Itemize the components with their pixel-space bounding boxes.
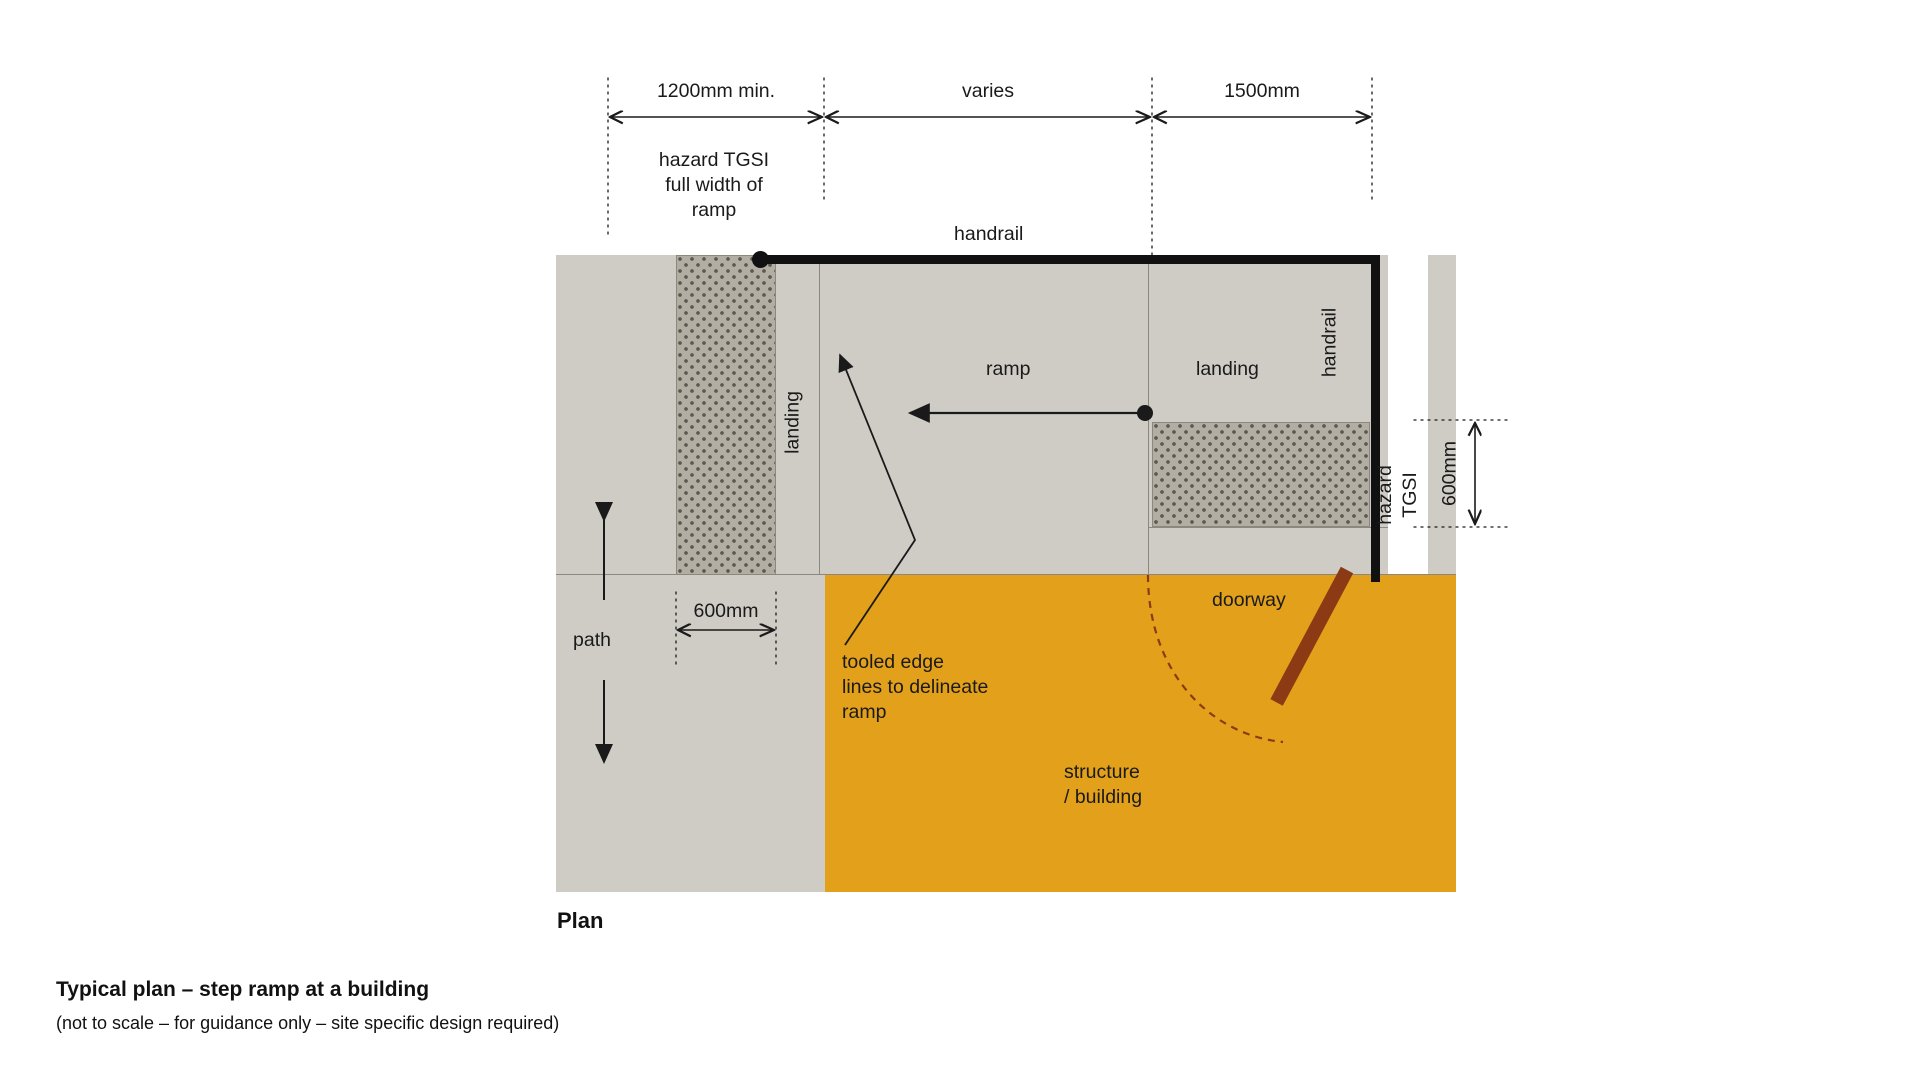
handrail-top-bar [760, 255, 1380, 264]
structure-building-area [825, 575, 1456, 892]
hazard-tgsi-full-width-label: hazard TGSI full width of ramp [658, 149, 770, 221]
structure-building-label: structure / building [1064, 761, 1143, 808]
hazard-tgsi-left-block [676, 255, 776, 575]
plan-title: Plan [557, 908, 604, 933]
figure-caption-title: Typical plan – step ramp at a building [56, 978, 430, 1001]
doorway-label: doorway [1212, 589, 1286, 611]
dim-right-span-label: 1500mm [1224, 80, 1300, 102]
figure-caption-subtitle: (not to scale – for guidance only – site specific design required) [56, 1013, 560, 1033]
path-edge-line [556, 574, 1456, 575]
landing-left-label: landing [781, 391, 804, 454]
handrail-end-dot [752, 251, 769, 268]
dim-landing-offset-label: 600mm [693, 600, 759, 622]
handrail-right-label: handrail [1318, 307, 1341, 378]
ramp-label: ramp [986, 358, 1031, 380]
dim-middle-span-label: varies [961, 80, 1015, 102]
hazard-tgsi-right-block [1152, 422, 1370, 527]
tgsi-right-edge-line [1148, 527, 1388, 528]
dim-left-span-label: 1200mm min. [656, 80, 776, 102]
hazard-tgsi-right-label: hazard TGSI [1374, 465, 1421, 525]
handrail-top-label: handrail [954, 223, 1024, 245]
landing-right-label: landing [1196, 358, 1259, 380]
landing-edge-line-left [819, 255, 820, 575]
dim-tgsi-depth-label: 600mm [1438, 440, 1461, 507]
tooled-edge-label: tooled edge lines to delineate ramp [842, 651, 989, 723]
path-label: path [573, 629, 611, 651]
